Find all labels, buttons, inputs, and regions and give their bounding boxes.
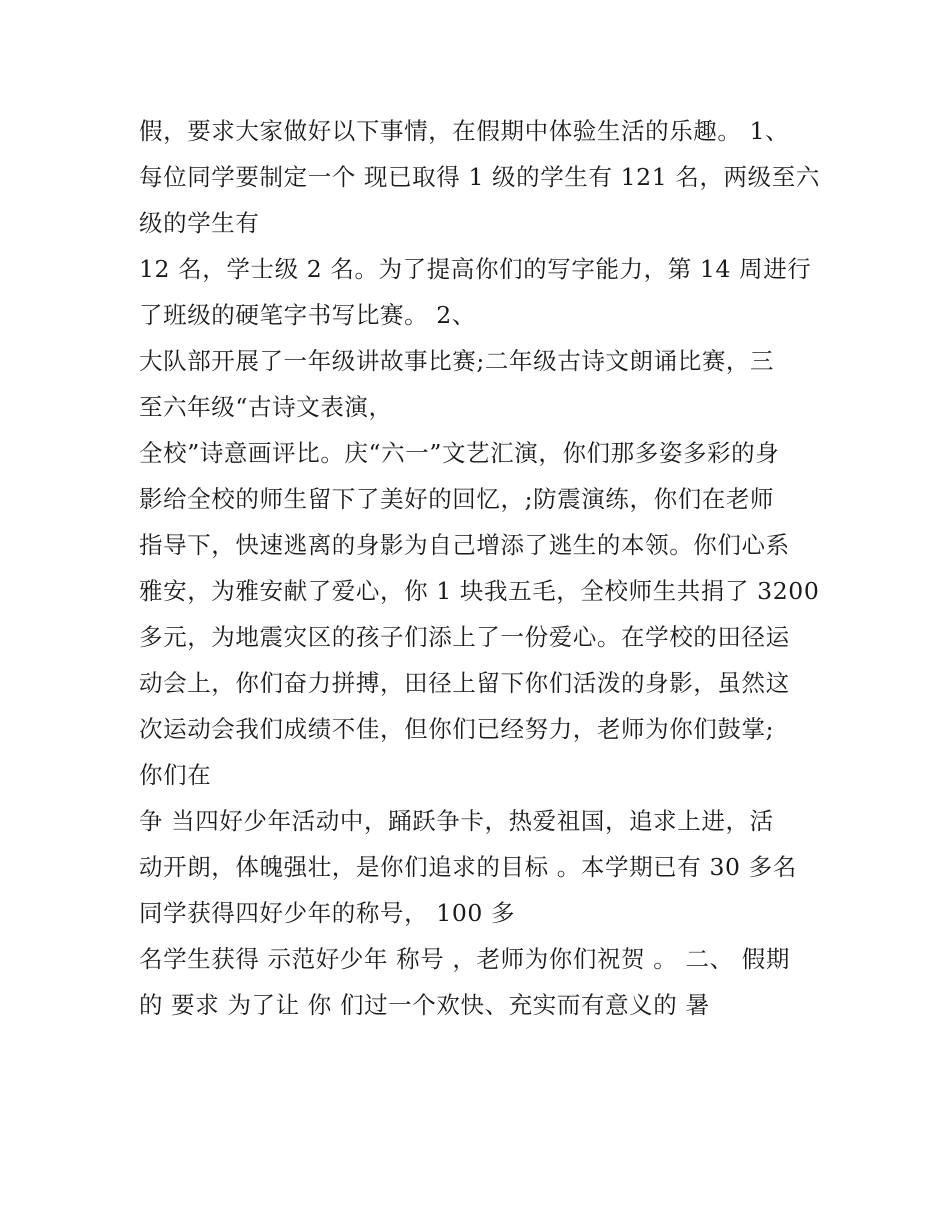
text-line: 争 当四好少年活动中，踊跃争卡，热爱祖国，追求上进，活: [139, 807, 774, 835]
text-line: 全校”诗意画评比。庆“六一”文艺汇演，你们那多姿多彩的身: [139, 439, 780, 467]
text-line: 每位同学要制定一个 现已取得 1 级的学生有 121 名，两级至六: [139, 163, 820, 191]
text-line: 同学获得四好少年的称号， 100 多: [139, 899, 516, 927]
text-line: 指导下，快速逃离的身影为自己增添了逃生的本领。你们心系: [139, 531, 790, 559]
text-line: 影给全校的师生留下了美好的回忆，;防震演练，你们在老师: [139, 485, 775, 513]
body-text: [139, 108, 829, 1028]
text-line: 至六年级“古诗文表演，: [139, 393, 393, 421]
text-line: 次运动会我们成绩不佳，但你们已经努力，老师为你们鼓掌;: [139, 715, 775, 743]
text-line: 大队部开展了一年级讲故事比赛;二年级古诗文朗诵比赛，三: [139, 347, 775, 375]
text-line: 了班级的硬笔字书写比赛。 2、: [139, 301, 476, 329]
text-line: 多元，为地震灾区的孩子们添上了一份爱心。在学校的田径运: [139, 623, 790, 651]
text-line: 级的学生有: [139, 209, 260, 237]
text-line: 名学生获得 示范好少年 称号 ，老师为你们祝贺 。 二、 假期: [139, 945, 790, 973]
text-line: 雅安，为雅安献了爱心，你 1 块我五毛，全校师生共捐了 3200: [139, 577, 820, 605]
text-line: 动开朗，体魄强壮，是你们追求的目标 。本学期已有 30 多名: [139, 853, 797, 881]
text-line: 12 名，学士级 2 名。为了提高你们的写字能力，第 14 周进行: [139, 255, 812, 283]
text-line: 假，要求大家做好以下事情，在假期中体验生活的乐趣。 1、: [139, 117, 790, 145]
text-line: 的 要求 为了让 你 们过一个欢快、充实而有意义的 暑: [139, 991, 710, 1019]
text-line: 动会上，你们奋力拼搏，田径上留下你们活泼的身影，虽然这: [139, 669, 790, 697]
text-line: 你们在: [139, 761, 212, 789]
